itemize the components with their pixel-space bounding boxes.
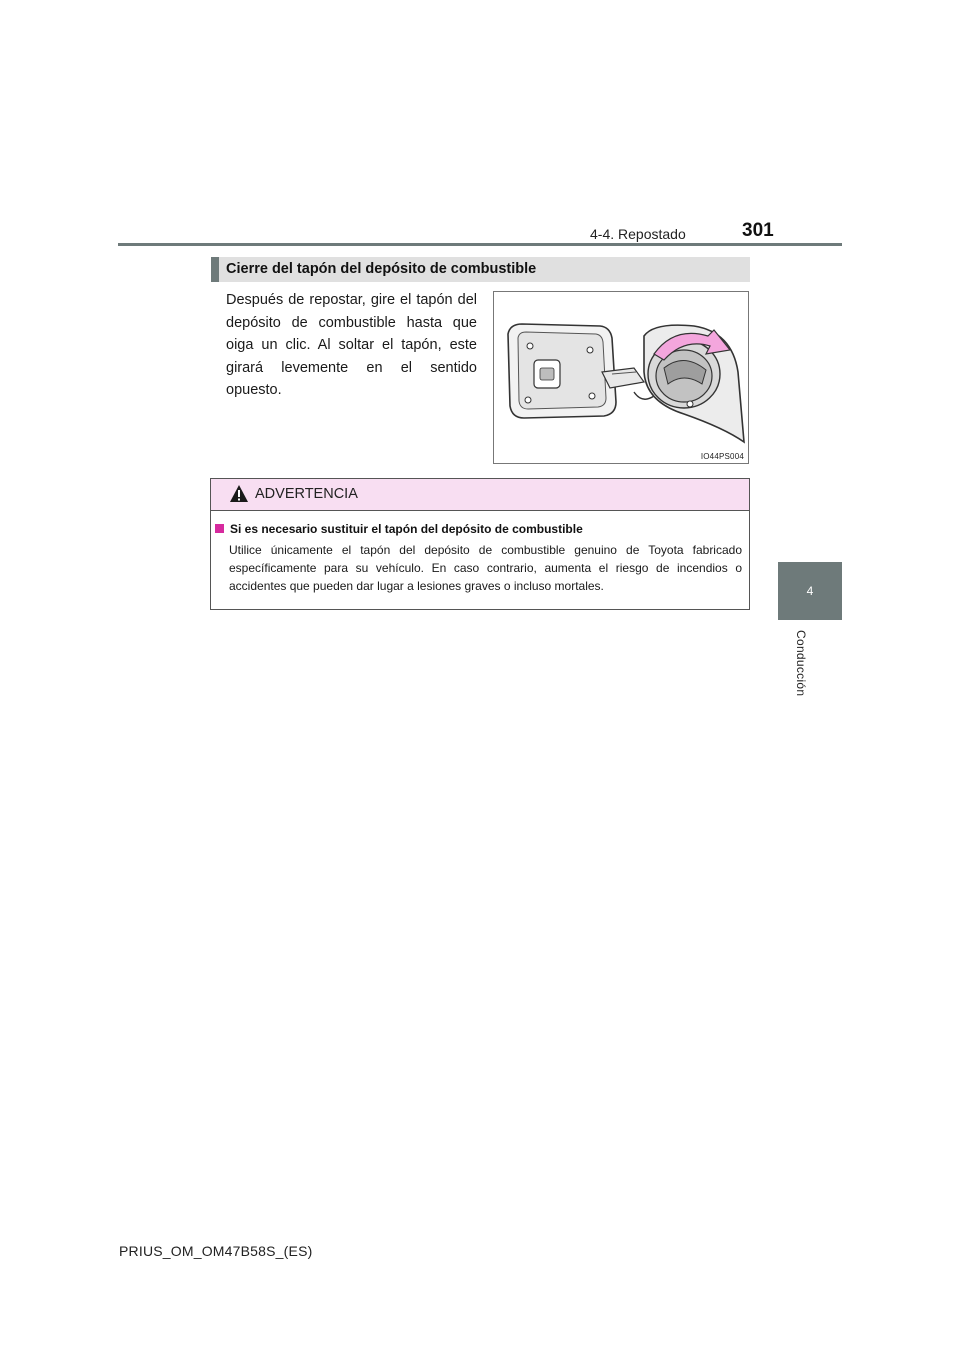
warning-subheading [215,522,583,536]
warning-title: ADVERTENCIA [255,486,358,502]
section-heading: Cierre del tapón del depósito de combustible [226,261,537,277]
section-heading-accent [211,257,219,282]
warning-header [211,479,749,511]
warning-subheading-text: Si es necesario sustituir el tapón del depósito de combustible [230,522,583,536]
chapter-tab [778,562,842,620]
page-number: 301 [742,220,774,241]
chapter-number: 4 [806,584,814,598]
figure-code: IO44PS004 [700,452,744,461]
warning-body-text: Utilice únicamente el tapón del depósito de combustible genuino de Toyota fabricado específicamente para su vehículo. En caso contrario, aumenta el riesgo de incendios o accidentes que pueden dar lugar a lesiones graves o incluso mortales. [229,543,742,593]
chapter-label: Conducción [794,630,808,697]
header-section-title: 4-4. Repostado [590,226,686,242]
bullet-square-icon [215,524,224,533]
header-divider [118,243,842,246]
fuel-cap-illustration [493,291,749,464]
section-heading-bar [211,257,750,282]
warning-box [210,478,750,610]
document-id: PRIUS_OM_OM47B58S_(ES) [119,1243,313,1259]
section-body-text: Después de repostar, gire el tapón del depósito de combustible hasta que oiga un clic. Al soltar el tapón, este girará levemente en el sentido opuesto. [226,292,477,398]
fuel-cap-drawing [494,292,748,463]
warning-triangle-icon [229,484,249,503]
